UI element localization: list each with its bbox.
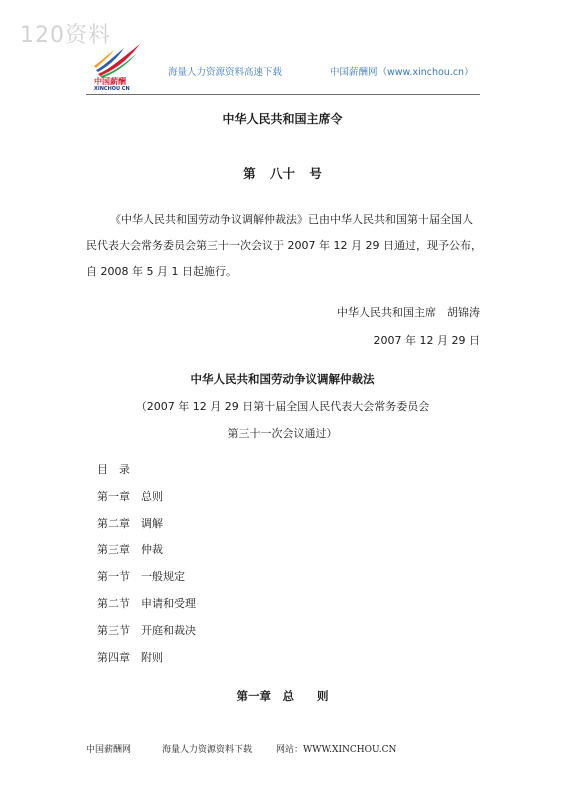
footer-slogan: 海量人力资源资料下载 <box>162 745 253 755</box>
logo-text-en: XINCHOU CN <box>94 86 130 92</box>
logo-swoosh-icon <box>90 40 146 80</box>
toc-heading: 目 录 <box>97 463 130 476</box>
law-subtitle-line-2: 第三十一次会议通过） <box>227 427 338 440</box>
footer-site-name: 中国薪酬网 <box>86 745 132 755</box>
toc-item[interactable]: 第二章 调解 <box>97 516 163 530</box>
toc-item[interactable]: 第四章 附则 <box>97 650 163 664</box>
law-subtitle-line-1: （2007 年 12 月 29 日第十届全国人民代表大会常务委员会 <box>135 400 430 413</box>
header-site-link[interactable]: 中国薪酬网（www.xinchou.cn） <box>330 67 474 78</box>
table-of-contents <box>97 462 196 676</box>
footer-website[interactable]: 网站：WWW.XINCHOU.CN <box>276 745 397 755</box>
header-slogan-link[interactable]: 海量人力资源资料高速下载 <box>168 67 283 78</box>
logo-text-cn: 中国薪酬 <box>94 77 126 86</box>
signature-date: 2007 年 12 月 29 日 <box>373 334 480 347</box>
toc-item[interactable]: 第二节 申请和受理 <box>97 596 196 610</box>
site-logo[interactable] <box>90 40 146 94</box>
chapter-heading: 第一章 总 则 <box>236 689 329 703</box>
header-divider <box>86 94 480 95</box>
watermark-text: 120资料 <box>20 23 111 48</box>
order-number: 第 八十 号 <box>243 166 322 181</box>
toc-item[interactable]: 第三节 开庭和裁决 <box>97 623 196 637</box>
law-title: 中华人民共和国劳动争议调解仲裁法 <box>190 372 375 386</box>
toc-item[interactable]: 第三章 仲裁 <box>97 543 163 557</box>
toc-item[interactable]: 第一节 一般规定 <box>97 570 185 584</box>
announcement-paragraph: 《中华人民共和国劳动争议调解仲裁法》已由中华人民共和国第十届全国人民代表大会常务委员会第三十一次会议于 2007 年 12 月 29 日通过，现予公布，自 2008 年 5 月 1 日起施行。 <box>86 213 482 278</box>
signer-line: 中华人民共和国主席 胡锦涛 <box>337 306 480 319</box>
order-title: 中华人民共和国主席令 <box>222 112 343 126</box>
toc-item[interactable]: 第一章 总则 <box>97 489 163 503</box>
